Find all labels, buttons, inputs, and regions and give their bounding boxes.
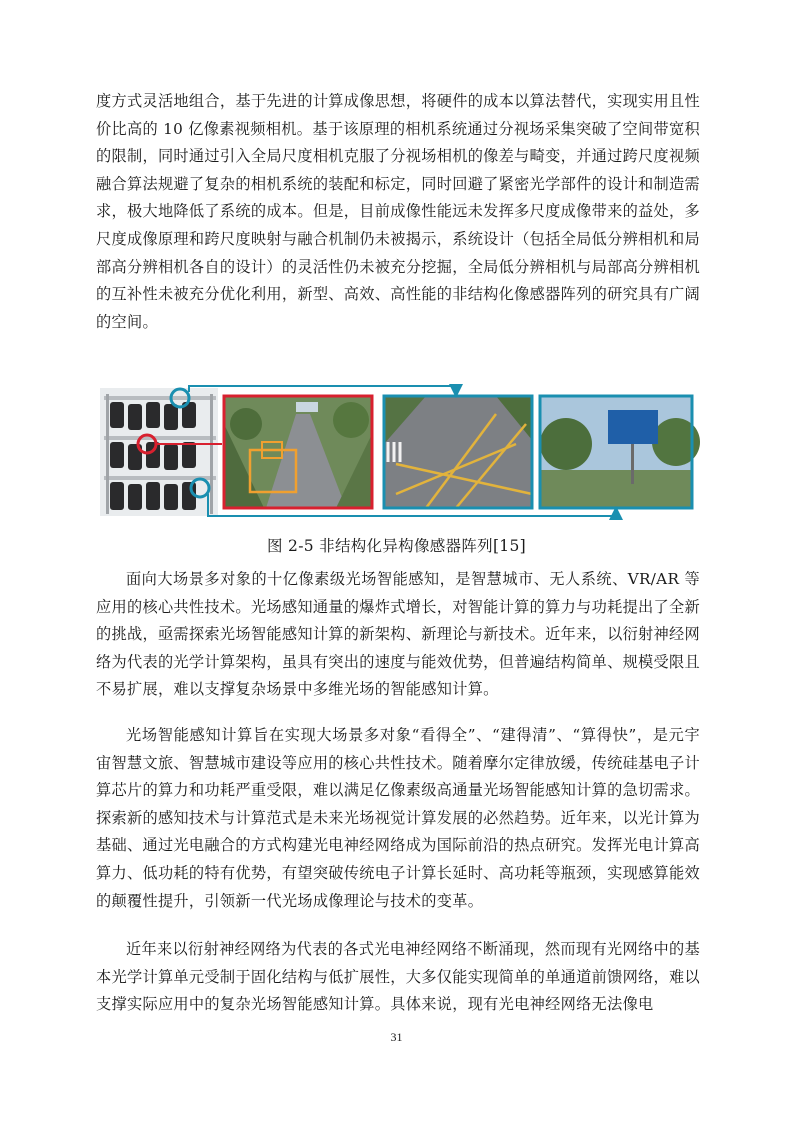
paragraph-1: 度方式灵活地组合，基于先进的计算成像思想，将硬件的成本以算法替代，实现实用且性价比高的 10 亿像素视频相机。基于该原理的相机系统通过分视场采集突破了空间带宽积的限制，同时通过引入全局尺度相机克服了分视场相机的像差与畸变，并通过跨尺度视频融合算法规避了复杂的相机系统的装配和标定，同时回避了紧密光学部件的设计和制造需求，极大地降低了系统的成本。但是，目前成像性能远未发挥多尺度成像带来的益处，多尺度成像原理和跨尺度映射与融合机制仍未被揭示，系统设计（包括全局低分辨相机和局部高分辨相机各自的设计）的灵活性仍未被充分挖掘，全局低分辨相机与局部高分辨相机的互补性未被充分优化利用，新型、高效、高性能的非结构化像感器阵列的研究具有广阔的空间。	[96, 92, 701, 331]
figure-sensor-array	[96, 384, 702, 520]
street-overview-image	[224, 396, 372, 508]
figure-caption: 图 2-5 非结构化异构像感器阵列[15]	[267, 537, 526, 555]
paragraph-4: 近年来以衍射神经网络为代表的各式光电神经网络不断涌现，然而现有光网络中的基本光学计算单元受制于固化结构与低扩展性，大多仅能实现简单的单通道前馈网络，难以支撑实际应用中的复杂光场智能感知计算。具体来说，现有光电神经网络无法像电	[96, 940, 701, 1014]
road-sign-image	[540, 396, 700, 508]
figure-graphic	[96, 384, 702, 520]
page-number: 31	[390, 1030, 403, 1044]
blue-connector-arrow-top	[189, 386, 456, 394]
paragraph-2: 面向大场景多对象的十亿像素级光场智能感知，是智慧城市、无人系统、VR/AR 等应用的核心共性技术。光场感知通量的爆炸式增长，对智能计算的算力与功耗提出了全新的挑战，亟需探索光场智能感知计算的新架构、新理论与新技术。近年来，以衍射神经网络为代表的光学计算架构，虽具有突出的速度与能效优势，但普遍结构简单、规模受限且不易扩展，难以支撑复杂场景中多维光场的智能感知计算。	[96, 570, 701, 699]
camera-rig-image	[100, 388, 218, 516]
intersection-image	[384, 396, 532, 508]
paragraph-3: 光场智能感知计算旨在实现大场景多对象“看得全”、“建得清”、“算得快”，是元宇宙智慧文旅、智慧城市建设等应用的核心共性技术。随着摩尔定律放缓，传统硅基电子计算芯片的算力和功耗严重受限，难以满足亿像素级高通量光场智能感知计算的急切需求。探索新的感知技术与计算范式是未来光场视觉计算发展的必然趋势。近年来，以光计算为基础、通过光电融合的方式构建光电神经网络成为国际前沿的热点研究。发挥光电计算高算力、低功耗的特有优势，有望突破传统电子计算长延时、高功耗等瓶颈，实现感算能效的颠覆性提升，引领新一代光场成像理论与技术的变革。	[96, 726, 701, 910]
